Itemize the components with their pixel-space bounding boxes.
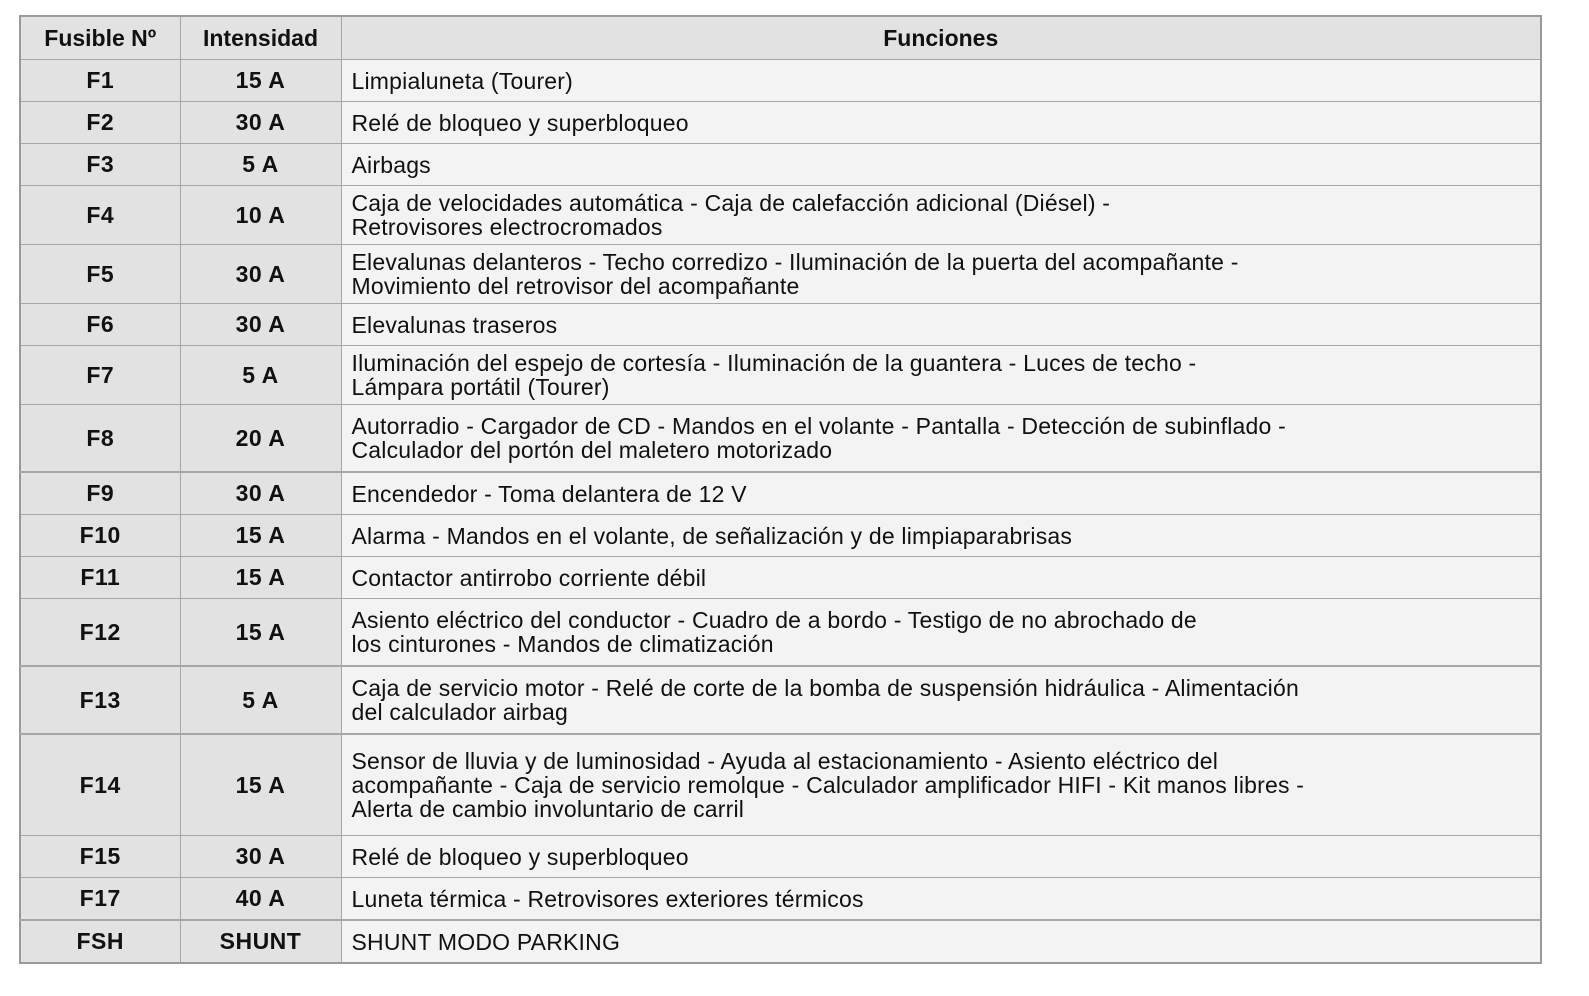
fuse-number-cell: F5 — [20, 245, 180, 304]
table-row — [20, 405, 1541, 473]
function-text-line: Asiento eléctrico del conductor - Cuadro de a bordo - Testigo de no abrochado de — [351, 607, 1197, 633]
amperage-cell: 15 A — [180, 557, 341, 599]
functions-cell — [341, 102, 1541, 144]
function-text-line: Iluminación del espejo de cortesía - Iluminación de la guantera - Luces de techo - — [351, 350, 1197, 376]
table-row — [20, 472, 1541, 515]
amperage-cell: SHUNT — [180, 920, 341, 963]
fuse-number-cell: FSH — [20, 920, 180, 963]
fuse-table — [19, 15, 1542, 964]
fuse-number-cell: F10 — [20, 515, 180, 557]
fuse-number-cell: F3 — [20, 144, 180, 186]
function-text-line: Retrovisores electrocromados — [351, 214, 663, 240]
functions-cell — [341, 734, 1541, 836]
fuse-number-cell: F11 — [20, 557, 180, 599]
function-text-line: Alarma - Mandos en el volante, de señalización y de limpiaparabrisas — [351, 522, 1073, 549]
header-amperage: Intensidad — [180, 16, 341, 60]
amperage-cell: 15 A — [180, 515, 341, 557]
functions-cell — [341, 60, 1541, 102]
fuse-number-cell: F14 — [20, 734, 180, 836]
functions-cell — [341, 557, 1541, 599]
amperage-cell: 30 A — [180, 304, 341, 346]
function-text-line: Contactor antirrobo corriente débil — [351, 564, 707, 591]
functions-cell — [341, 405, 1541, 473]
table-row — [20, 346, 1541, 405]
table-row — [20, 60, 1541, 102]
function-text-line: Movimiento del retrovisor del acompañante — [351, 273, 800, 299]
header-functions: Funciones — [341, 16, 1541, 60]
table-row — [20, 878, 1541, 921]
amperage-cell: 5 A — [180, 666, 341, 734]
fuse-number-cell: F6 — [20, 304, 180, 346]
function-text-line: acompañante - Caja de servicio remolque - Calculador amplificador HIFI - Kit manos libres - — [351, 772, 1305, 798]
function-text-line: Relé de bloqueo y superbloqueo — [351, 843, 689, 870]
fuse-number-cell: F15 — [20, 836, 180, 878]
table-row — [20, 102, 1541, 144]
functions-cell — [341, 245, 1541, 304]
function-text-line: Sensor de lluvia y de luminosidad - Ayuda al estacionamiento - Asiento eléctrico del — [351, 748, 1219, 774]
function-text-line: Autorradio - Cargador de CD - Mandos en el volante - Pantalla - Detección de subinflado - — [351, 413, 1286, 439]
function-text-line: Alerta de cambio involuntario de carril — [351, 796, 745, 822]
function-text-line: Elevalunas traseros — [351, 311, 558, 338]
amperage-cell: 20 A — [180, 405, 341, 473]
functions-cell — [341, 346, 1541, 405]
amperage-cell: 15 A — [180, 60, 341, 102]
functions-cell — [341, 836, 1541, 878]
function-text-line: Luneta térmica - Retrovisores exteriores térmicos — [351, 885, 864, 912]
functions-cell — [341, 144, 1541, 186]
fuse-number-cell: F13 — [20, 666, 180, 734]
amperage-cell: 5 A — [180, 144, 341, 186]
amperage-cell: 40 A — [180, 878, 341, 921]
function-text-line: Elevalunas delanteros - Techo corredizo - Iluminación de la puerta del acompañante - — [351, 249, 1239, 275]
header-fuse-number: Fusible Nº — [20, 16, 180, 60]
fuse-number-cell: F1 — [20, 60, 180, 102]
function-text-line: SHUNT MODO PARKING — [351, 928, 621, 955]
function-text-line: Caja de velocidades automática - Caja de calefacción adicional (Diésel) - — [351, 190, 1111, 216]
fuse-number-cell: F12 — [20, 599, 180, 667]
table-row — [20, 734, 1541, 836]
table-row — [20, 557, 1541, 599]
fuse-number-cell: F9 — [20, 472, 180, 515]
table-row — [20, 836, 1541, 878]
amperage-cell: 30 A — [180, 245, 341, 304]
table-row — [20, 666, 1541, 734]
table-header-row — [20, 16, 1541, 60]
functions-cell — [341, 186, 1541, 245]
function-text-line: Relé de bloqueo y superbloqueo — [351, 109, 689, 136]
function-text-line: Calculador del portón del maletero motorizado — [351, 437, 833, 463]
function-text-line: los cinturones - Mandos de climatización — [351, 631, 774, 657]
table-row — [20, 144, 1541, 186]
function-text-line: Caja de servicio motor - Relé de corte de la bomba de suspensión hidráulica - Alimentación — [351, 675, 1299, 701]
table-body — [20, 60, 1541, 964]
functions-cell — [341, 920, 1541, 963]
amperage-cell: 5 A — [180, 346, 341, 405]
table-row — [20, 304, 1541, 346]
amperage-cell: 30 A — [180, 836, 341, 878]
amperage-cell: 30 A — [180, 472, 341, 515]
functions-cell — [341, 472, 1541, 515]
function-text-line: Lámpara portátil (Tourer) — [351, 374, 610, 400]
fuse-number-cell: F8 — [20, 405, 180, 473]
function-text-line: del calculador airbag — [351, 699, 568, 725]
amperage-cell: 15 A — [180, 599, 341, 667]
function-text-line: Encendedor - Toma delantera de 12 V — [351, 480, 747, 507]
functions-cell — [341, 878, 1541, 921]
table-row — [20, 515, 1541, 557]
functions-cell — [341, 666, 1541, 734]
amperage-cell: 15 A — [180, 734, 341, 836]
function-text-line: Limpialuneta (Tourer) — [351, 67, 574, 94]
fuse-number-cell: F17 — [20, 878, 180, 921]
amperage-cell: 10 A — [180, 186, 341, 245]
functions-cell — [341, 304, 1541, 346]
table-row — [20, 599, 1541, 667]
fuse-number-cell: F4 — [20, 186, 180, 245]
table-row — [20, 186, 1541, 245]
table-row — [20, 245, 1541, 304]
functions-cell — [341, 515, 1541, 557]
table-row — [20, 920, 1541, 963]
functions-cell — [341, 599, 1541, 667]
function-text-line: Airbags — [351, 151, 431, 178]
fuse-number-cell: F7 — [20, 346, 180, 405]
fuse-number-cell: F2 — [20, 102, 180, 144]
amperage-cell: 30 A — [180, 102, 341, 144]
